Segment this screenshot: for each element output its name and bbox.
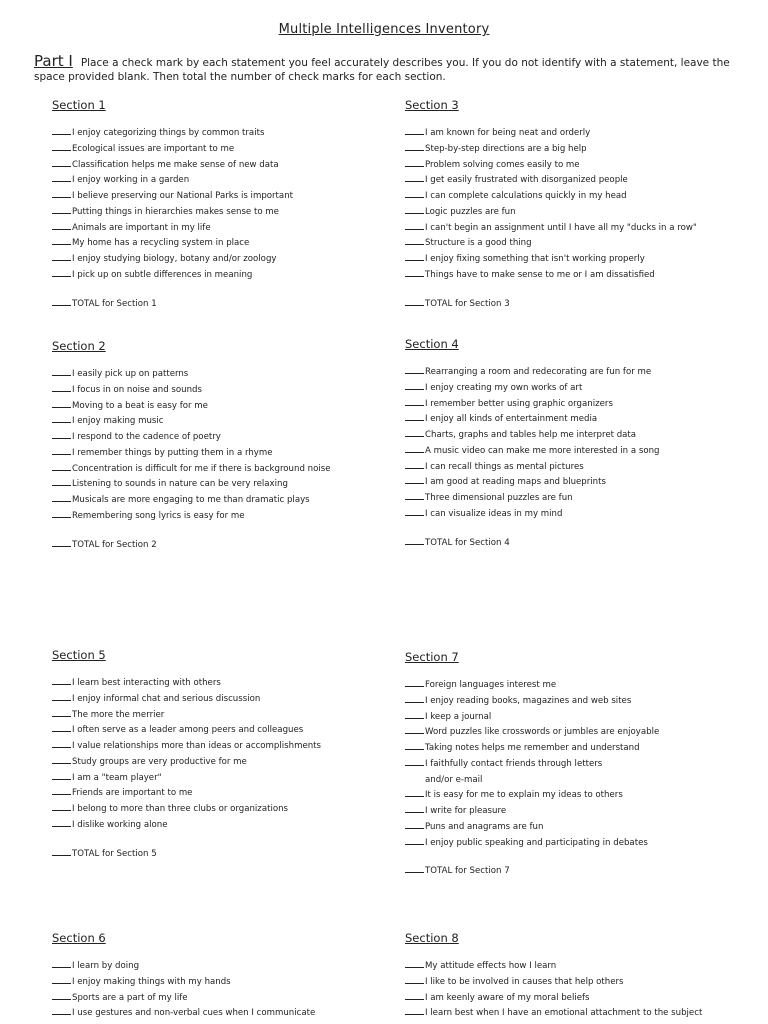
- check-blank[interactable]: [52, 414, 71, 423]
- statement-list: [405, 959, 745, 1022]
- statement-item: I am known for being neat and orderly: [405, 126, 745, 142]
- statement-item: I pick up on subtle differences in meaning: [52, 268, 392, 284]
- statement-item: I focus in on noise and sounds: [52, 383, 392, 399]
- statement-item: I write for pleasure: [405, 804, 745, 820]
- statement-item: Friends are important to me: [52, 786, 392, 802]
- check-blank[interactable]: [52, 367, 71, 376]
- check-blank[interactable]: [52, 430, 71, 439]
- statement-item: I enjoy making music: [52, 414, 392, 430]
- check-blank[interactable]: [405, 491, 424, 500]
- statement-item: I enjoy creating my own works of art: [405, 381, 745, 397]
- check-blank[interactable]: [405, 173, 424, 182]
- section-title: Section 7: [405, 650, 459, 664]
- check-blank[interactable]: [52, 975, 71, 984]
- check-blank[interactable]: [405, 475, 424, 484]
- section-8: [405, 931, 745, 1022]
- statement-item: I dislike working alone: [52, 818, 392, 834]
- total-blank[interactable]: [405, 536, 424, 545]
- section-title: Section 2: [52, 339, 106, 353]
- total-blank[interactable]: [52, 847, 71, 856]
- check-blank[interactable]: [405, 741, 424, 750]
- section-1: [52, 98, 392, 311]
- check-blank[interactable]: [52, 205, 71, 214]
- section-title: Section 8: [405, 931, 459, 945]
- check-blank[interactable]: [405, 959, 424, 968]
- statement-item: Remembering song lyrics is easy for me: [52, 509, 392, 525]
- check-blank[interactable]: [405, 788, 424, 797]
- statement-item: I use gestures and non-verbal cues when I communicate: [52, 1006, 392, 1022]
- statement-list: [405, 126, 745, 284]
- statement-item: I often serve as a leader among peers and colleagues: [52, 723, 392, 739]
- check-blank[interactable]: [52, 771, 71, 780]
- statement-continuation: and/or e-mail: [425, 774, 483, 785]
- statement-item: I can't begin an assignment until I have all my "ducks in a row": [405, 221, 745, 237]
- statement-item: I easily pick up on patterns: [52, 367, 392, 383]
- statement-item: It is easy for me to explain my ideas to others: [405, 788, 745, 804]
- check-blank[interactable]: [52, 383, 71, 392]
- check-blank[interactable]: [405, 820, 424, 829]
- check-blank[interactable]: [405, 1006, 424, 1015]
- check-blank[interactable]: [405, 397, 424, 406]
- statement-item: I can visualize ideas in my mind: [405, 507, 745, 523]
- check-blank[interactable]: [52, 692, 71, 701]
- page-title: Multiple Intelligences Inventory: [278, 22, 490, 37]
- check-blank[interactable]: [405, 694, 424, 703]
- check-blank[interactable]: [52, 462, 71, 471]
- check-blank[interactable]: [405, 804, 424, 813]
- section-title: Section 5: [52, 648, 106, 662]
- statement-item: Animals are important in my life: [52, 221, 392, 237]
- statement-item: Word puzzles like crosswords or jumbles are enjoyable: [405, 725, 745, 741]
- section-3: [405, 98, 745, 311]
- check-blank[interactable]: [405, 205, 424, 214]
- check-blank[interactable]: [405, 460, 424, 469]
- statement-item: I enjoy making things with my hands: [52, 975, 392, 991]
- check-blank[interactable]: [52, 959, 71, 968]
- section-total: TOTAL for Section 7: [405, 864, 745, 878]
- instructions-text: Place a check mark by each statement you feel accurately describes you. If you do not identify with a statement, leave the space provided blank. Then total the number of check marks for each section.: [34, 57, 730, 83]
- statement-item: I value relationships more than ideas or accomplishments: [52, 739, 392, 755]
- check-blank[interactable]: [405, 158, 424, 167]
- statement-list: [52, 126, 392, 284]
- check-blank[interactable]: [405, 725, 424, 734]
- check-blank[interactable]: [52, 509, 71, 518]
- check-blank[interactable]: [405, 142, 424, 151]
- statement-list: [52, 676, 392, 834]
- check-blank[interactable]: [405, 836, 424, 845]
- check-blank[interactable]: [405, 365, 424, 374]
- statement-list: [405, 678, 745, 851]
- check-blank[interactable]: [52, 755, 71, 764]
- section-title: Section 6: [52, 931, 106, 945]
- statement-item: I like to be involved in causes that help others: [405, 975, 745, 991]
- statement-item: I get easily frustrated with disorganized people: [405, 173, 745, 189]
- total-blank[interactable]: [52, 538, 71, 547]
- statement-item: I enjoy informal chat and serious discussion: [52, 692, 392, 708]
- statement-item: I can complete calculations quickly in my head: [405, 189, 745, 205]
- total-blank[interactable]: [405, 297, 424, 306]
- check-blank[interactable]: [405, 268, 424, 277]
- check-blank[interactable]: [52, 676, 71, 685]
- statement-item: I am keenly aware of my moral beliefs: [405, 991, 745, 1007]
- section-4: [405, 337, 745, 550]
- check-blank[interactable]: [405, 189, 424, 198]
- check-blank[interactable]: [52, 236, 71, 245]
- check-blank[interactable]: [405, 428, 424, 437]
- statement-item: Concentration is difficult for me if there is background noise: [52, 462, 392, 478]
- check-blank[interactable]: [52, 221, 71, 230]
- statement-item: Logic puzzles are fun: [405, 205, 745, 221]
- statement-item: I respond to the cadence of poetry: [52, 430, 392, 446]
- statement-item: Foreign languages interest me: [405, 678, 745, 694]
- statement-item: Listening to sounds in nature can be very relaxing: [52, 477, 392, 493]
- statement-item: Step-by-step directions are a big help: [405, 142, 745, 158]
- check-blank[interactable]: [405, 757, 424, 766]
- check-blank[interactable]: [405, 444, 424, 453]
- check-blank[interactable]: [52, 1006, 71, 1015]
- check-blank[interactable]: [405, 126, 424, 135]
- statement-item: I learn by doing: [52, 959, 392, 975]
- check-blank[interactable]: [52, 399, 71, 408]
- statement-item: I remember things by putting them in a rhyme: [52, 446, 392, 462]
- statement-list: [405, 365, 745, 523]
- check-blank[interactable]: [405, 678, 424, 687]
- check-blank[interactable]: [52, 477, 71, 486]
- check-blank[interactable]: [52, 991, 71, 1000]
- statement-item: Things have to make sense to me or I am dissatisfied: [405, 268, 745, 284]
- check-blank[interactable]: [52, 173, 71, 182]
- check-blank[interactable]: [52, 802, 71, 811]
- check-blank[interactable]: [405, 236, 424, 245]
- check-blank[interactable]: [405, 975, 424, 984]
- check-blank[interactable]: [52, 786, 71, 795]
- check-blank[interactable]: [52, 189, 71, 198]
- section-6: [52, 931, 392, 1022]
- statement-item: I am a "team player": [52, 771, 392, 787]
- check-blank[interactable]: [52, 493, 71, 502]
- statement-item: Putting things in hierarchies makes sense to me: [52, 205, 392, 221]
- statement-item: My home has a recycling system in place: [52, 236, 392, 252]
- statement-item: Sports are a part of my life: [52, 991, 392, 1007]
- statement-item: I enjoy all kinds of entertainment media: [405, 412, 745, 428]
- statement-item: Rearranging a room and redecorating are fun for me: [405, 365, 745, 381]
- check-blank[interactable]: [405, 221, 424, 230]
- statement-item: I believe preserving our National Parks is important: [52, 189, 392, 205]
- check-blank[interactable]: [405, 381, 424, 390]
- statement-item: Puns and anagrams are fun: [405, 820, 745, 836]
- statement-item: I enjoy public speaking and participating in debates: [405, 836, 745, 852]
- check-blank[interactable]: [52, 142, 71, 151]
- statement-item: The more the merrier: [52, 708, 392, 724]
- section-2: [52, 339, 392, 552]
- section-total: TOTAL for Section 4: [405, 536, 745, 550]
- statement-item: I can recall things as mental pictures: [405, 460, 745, 476]
- statement-item: Structure is a good thing: [405, 236, 745, 252]
- section-title: Section 1: [52, 98, 106, 112]
- section-title: Section 3: [405, 98, 459, 112]
- statement-item: Ecological issues are important to me: [52, 142, 392, 158]
- check-blank[interactable]: [52, 158, 71, 167]
- check-blank[interactable]: [52, 252, 71, 261]
- check-blank[interactable]: [52, 818, 71, 827]
- section-total: TOTAL for Section 3: [405, 297, 745, 311]
- statement-item: I enjoy studying biology, botany and/or zoology: [52, 252, 392, 268]
- statement-item: I enjoy reading books, magazines and web sites: [405, 694, 745, 710]
- total-blank[interactable]: [52, 297, 71, 306]
- check-blank[interactable]: [405, 991, 424, 1000]
- statement-item: I enjoy working in a garden: [52, 173, 392, 189]
- statement-item: Charts, graphs and tables help me interpret data: [405, 428, 745, 444]
- section-total: TOTAL for Section 1: [52, 297, 392, 311]
- section-total: TOTAL for Section 5: [52, 847, 392, 861]
- statement-item: Taking notes helps me remember and understand: [405, 741, 745, 757]
- total-blank[interactable]: [405, 864, 424, 873]
- statement-item: Musicals are more engaging to me than dramatic plays: [52, 493, 392, 509]
- part-label: Part I: [34, 52, 73, 70]
- statement-item: Three dimensional puzzles are fun: [405, 491, 745, 507]
- check-blank[interactable]: [52, 723, 71, 732]
- statement-item: A music video can make me more interested in a song: [405, 444, 745, 460]
- statement-item: I remember better using graphic organizers: [405, 397, 745, 413]
- check-blank[interactable]: [52, 708, 71, 717]
- statement-item: Classification helps me make sense of new data: [52, 158, 392, 174]
- statement-item: I am good at reading maps and blueprints: [405, 475, 745, 491]
- statement-item: My attitude effects how I learn: [405, 959, 745, 975]
- statement-item: I belong to more than three clubs or organizations: [52, 802, 392, 818]
- section-7: [405, 650, 745, 878]
- instructions: [34, 54, 734, 84]
- section-total: TOTAL for Section 2: [52, 538, 392, 552]
- statement-list: [52, 367, 392, 525]
- statement-item: I enjoy fixing something that isn't working properly: [405, 252, 745, 268]
- check-blank[interactable]: [405, 252, 424, 261]
- section-5: [52, 648, 392, 861]
- statement-item: Moving to a beat is easy for me: [52, 399, 392, 415]
- check-blank[interactable]: [52, 126, 71, 135]
- statement-item: Problem solving comes easily to me: [405, 158, 745, 174]
- statement-item: Study groups are very productive for me: [52, 755, 392, 771]
- statement-item: I learn best interacting with others: [52, 676, 392, 692]
- check-blank[interactable]: [405, 507, 424, 516]
- statement-item: I faithfully contact friends through letters: [405, 757, 745, 773]
- statement-item: I enjoy categorizing things by common traits: [52, 126, 392, 142]
- check-blank[interactable]: [52, 446, 71, 455]
- statement-list: [52, 959, 392, 1022]
- statement-item: I learn best when I have an emotional attachment to the subject: [405, 1006, 745, 1022]
- check-blank[interactable]: [405, 710, 424, 719]
- check-blank[interactable]: [52, 739, 71, 748]
- check-blank[interactable]: [52, 268, 71, 277]
- statement-item: I keep a journal: [405, 710, 745, 726]
- section-title: Section 4: [405, 337, 459, 351]
- check-blank[interactable]: [405, 412, 424, 421]
